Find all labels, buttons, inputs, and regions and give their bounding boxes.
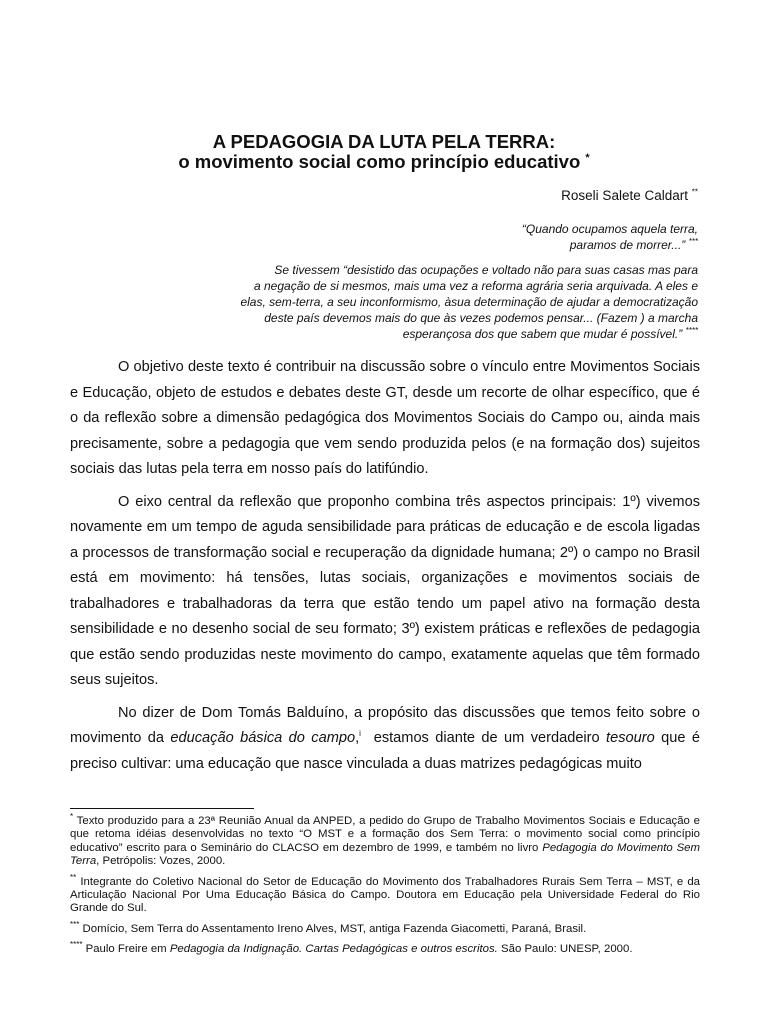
footnote-text: São Paulo: UNESP, 2000. <box>497 943 633 956</box>
epigraph-second <box>158 262 698 342</box>
epigraph-first-line-text: paramos de morrer...” <box>569 238 686 252</box>
title-text: A PEDAGOGIA DA LUTA PELA TERRA: <box>212 131 556 152</box>
body-endnote-mark: i <box>359 729 361 739</box>
body-text-span: estamos diante de um verdadeiro <box>360 730 607 746</box>
body-paragraph: O eixo central da reflexão que proponho combina três aspectos principais: 1º) vivemos novamente em um tempo de aguda sensibilidade para práticas de educação e de escola ligadas a processos de transformação social e recuperação da dignidade humana; 2º) o campo no Brasil está em movimento: há tensões, lutas sociais, organizações e movimentos sociais de trabalhadores e trabalhadoras da terra que estão tendo um papel ativo na formação desta sensibilidade e no desenho social de seu formato; 3º) existem práticas e reflexões de pedagogia que estão sendo produzidas neste movimento do campo, exatamente aquelas que têm formado seus sujeitos. <box>70 493 700 688</box>
footnote-4 <box>70 940 700 956</box>
author-name: Roseli Salete Caldart <box>561 188 688 203</box>
paper-subtitle <box>70 151 698 172</box>
body-paragraph: O objetivo deste texto é contribuir na discussão sobre o vínculo entre Movimentos Sociais e Educação, objeto de estudos e debates deste GT, desde um recorte de olhar específico, que é o da reflexão sobre a dimensão pedagógica dos Movimentos Sociais do Campo ou, ainda mais precisamente, sobre a pedagogia que vem sendo produzida pelos (e na formação dos) sujeitos sociais das lutas pela terra em nosso país do latifúndio. <box>70 359 700 477</box>
body-text <box>70 355 700 784</box>
epigraph-second-line: Se tivessem “desistido das ocupações e voltado não para suas casas mas para <box>274 263 698 277</box>
footnote-text: Paulo Freire em <box>82 943 170 956</box>
footnote-1 <box>70 812 701 869</box>
footnote-2 <box>70 872 700 916</box>
footnote-text: Texto produzido para a 23ª Reunião Anual da ANPED, a pedido do Grupo de Trabalho Movimentos Sociais e Educação e que retoma idéias desenvolvidas no texto “O MST e a formação dos Sem Terra: o movimento social como princípio educativo” escrito para o Seminário do CLACSO em dezembro de 1999, e também no livro <box>70 815 700 854</box>
footnote-text: , Petrópolis: Vozes, 2000. <box>96 855 226 868</box>
epigraph-second-line: deste país devemos mais do que às vezes podemos pensar... (Fazem ) a marcha <box>264 311 698 325</box>
subtitle-footnote-mark: * <box>585 151 590 164</box>
footnote-separator <box>70 808 254 809</box>
footnote-mark: ** <box>70 872 77 882</box>
author-footnote-mark: ** <box>691 187 698 197</box>
footnote-italic: Pedagogia da Indignação. Cartas Pedagógicas e outros escritos. <box>169 943 498 956</box>
epigraph-second-footnote-mark: **** <box>685 326 698 335</box>
subtitle-text: o movimento social como princípio educativo <box>178 151 581 172</box>
footnote-mark: **** <box>70 940 83 950</box>
footnote-mark: *** <box>70 920 80 930</box>
epigraph-second-line: a negação de si mesmos, mais uma vez a reforma agrária seria arquivada. A eles e <box>254 279 698 293</box>
epigraph-second-line: elas, sem-terra, a seu inconformismo, àsua determinação de ajudar a democratização <box>240 295 698 309</box>
footnote-mark: * <box>70 812 74 822</box>
epigraph-second-line-text: esperançosa dos que sabem que mudar é possível.” <box>402 327 683 341</box>
paper-title <box>70 131 698 152</box>
epigraph-second-line <box>158 326 698 342</box>
body-text-span: No dizer de Dom Tomás Balduíno, a propósito das discussões que temos feito sobre o movimento da <box>70 704 700 746</box>
body-paragraph <box>70 701 700 778</box>
epigraph-first <box>398 221 698 253</box>
footnote-3 <box>70 920 700 936</box>
epigraph-first-footnote-mark: *** <box>688 237 698 246</box>
body-italic-span: tesouro <box>606 730 655 746</box>
footnote-text: Domício, Sem Terra do Assentamento Ireno Alves, MST, antiga Fazenda Giacometti, Paraná, Brasil. <box>79 922 587 935</box>
body-text-span: , <box>355 730 360 746</box>
footnote-text: Integrante do Coletivo Nacional do Setor de Educação do Movimento dos Trabalhadores Rurais Sem Terra – MST, e da Articulação Nacional Por Uma Educação Básica do Campo. Doutora em Educação pela Universidade Federal do Rio Grande do Sul. <box>70 875 700 915</box>
epigraph-first-line: “Quando ocupamos aquela terra, <box>521 222 698 236</box>
footnote-italic: Pedagogia do Movimento Sem Terra <box>70 841 701 868</box>
body-text-span: que é preciso cultivar: uma educação que nasce vinculada a duas matrizes pedagógicas muito <box>70 730 700 772</box>
footnotes <box>70 812 701 964</box>
body-italic-span: educação básica do campo <box>170 730 356 746</box>
epigraph-first-line <box>398 237 698 253</box>
author-line <box>561 188 698 204</box>
